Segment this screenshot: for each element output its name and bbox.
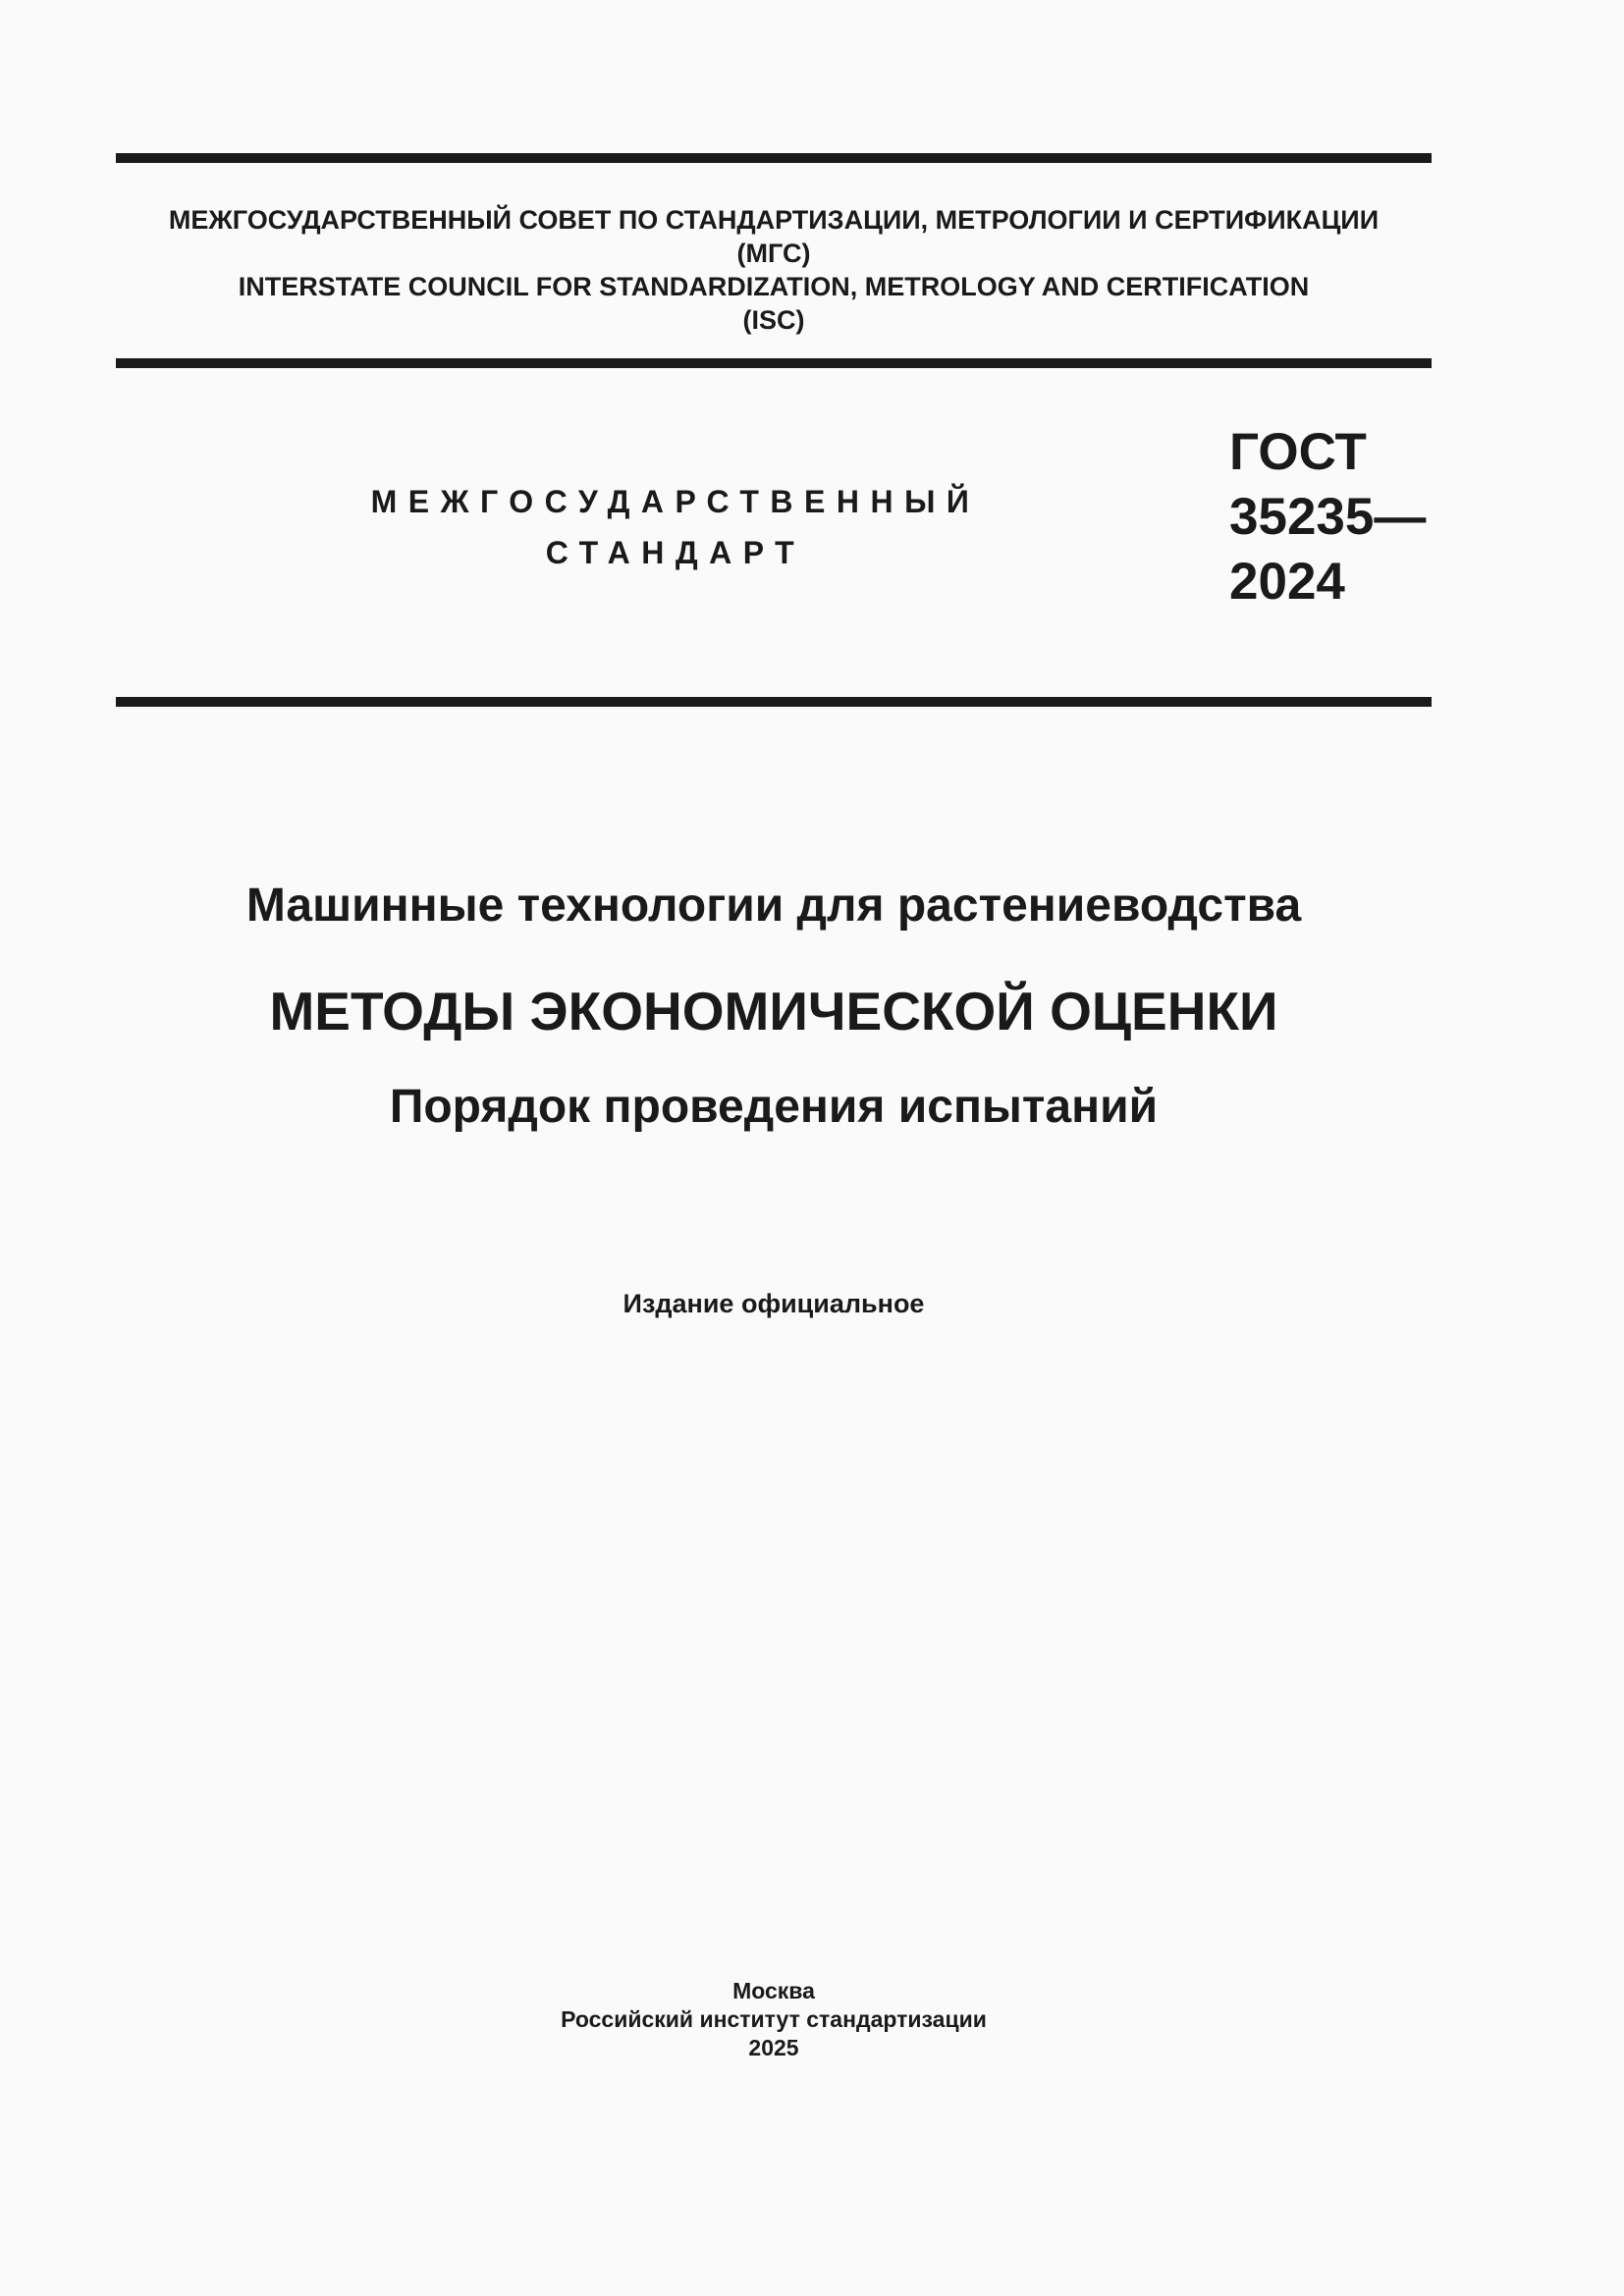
edition-note: Издание официальное [623, 1289, 925, 1318]
council-abbr-ru: (МГС) [736, 239, 811, 268]
lower-rule [116, 697, 1432, 707]
council-header [116, 203, 1432, 337]
title-sub: Порядок проведения испытаний [389, 1081, 1159, 1133]
standard-type [312, 476, 1039, 578]
imprint [116, 1977, 1432, 2062]
gost-year: 2024 [1229, 553, 1345, 611]
middle-rule [116, 358, 1432, 368]
title-general: Машинные технологии для растениеводства [245, 880, 1302, 932]
council-name-ru: МЕЖГОСУДАРСТВЕННЫЙ СОВЕТ ПО СТАНДАРТИЗАЦИИ, МЕТРОЛОГИИ И СЕРТИФИКАЦИИ [168, 205, 1380, 235]
title-main: МЕТОДЫ ЭКОНОМИЧЕСКОЙ ОЦЕНКИ [269, 981, 1278, 1041]
gost-designation [1229, 420, 1426, 614]
imprint-publisher: Российский институт стандартизации [561, 2006, 987, 2032]
top-rule [116, 153, 1432, 163]
standard-type-line1: МЕЖГОСУДАРСТВЕННЫЙ [370, 484, 981, 519]
standard-type-line2: СТАНДАРТ [545, 535, 806, 570]
gost-number: 35235— [1229, 488, 1427, 546]
imprint-year: 2025 [748, 2035, 799, 2060]
council-name-en: INTERSTATE COUNCIL FOR STANDARDIZATION, METROLOGY AND CERTIFICATION [238, 272, 1310, 301]
gost-label: ГОСТ [1229, 423, 1367, 481]
council-abbr-en: (ISC) [742, 305, 805, 335]
imprint-city: Москва [732, 1978, 815, 2003]
